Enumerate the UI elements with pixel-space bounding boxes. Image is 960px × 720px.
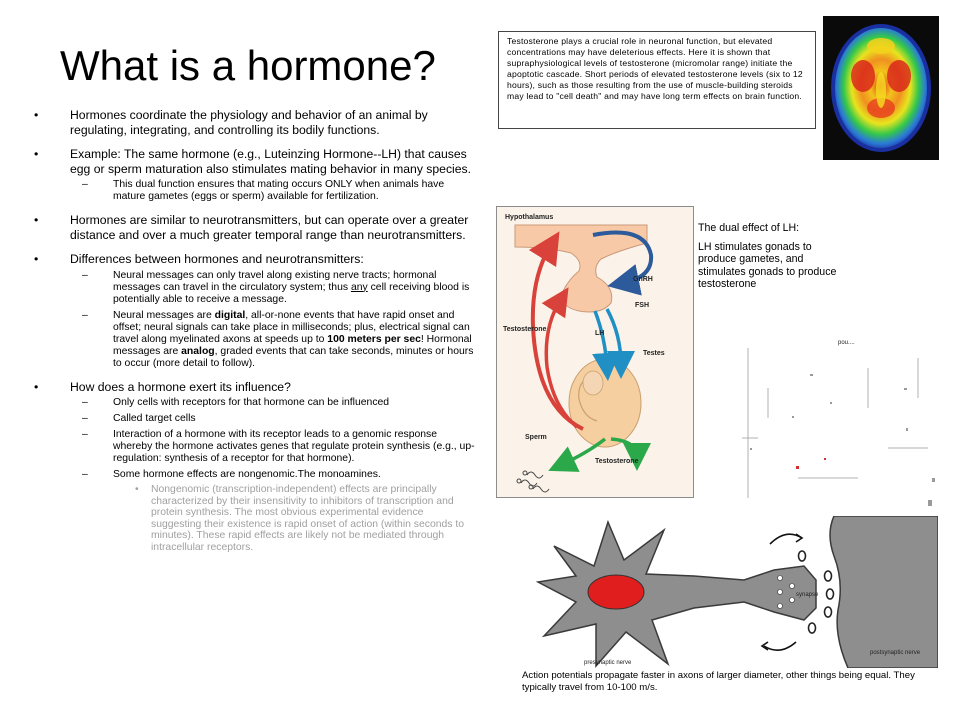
- lh-note-body: LH stimulates gonads to produce gametes, and stimulates gonads to produce testosterone: [698, 240, 837, 291]
- brain-scan-graphic: [823, 16, 939, 160]
- label-hypothalamus: Hypothalamus: [505, 214, 554, 221]
- sub-bullet-digital-analog: – Neural messages are digital, all-or-none events that have rapid onset and offset; neural signals can take place in milliseconds; plus, electrical signal can travel along myelinated axons at speeds up to 100 meters per sec! Hormonal messages are analog, graded events that can take seconds, minutes or hours to occur (more detail to follow).: [70, 310, 476, 370]
- bullet-differences: • Differences between hormones and neurotransmitters: – Neural messages can only travel along existing nerve tracts; hormonal messages can travel in the circulatory system; thus any cell receiving blood is potentially able to receive a message. – Neural messages are digital, all-or-none events that have rapid onset and offset; neural signals can take place in milliseconds; plus, electrical signal can travel along myelinated axons at speeds up to 100 meters per sec! Hormonal messages are analog, graded events that can take seconds, minutes or hours to occur (more detail to follow).: [30, 252, 476, 370]
- emphasis-speed: 100 meters per sec: [327, 333, 421, 345]
- sub-sub-bullet-nongenomic-detail: • Nongenomic (transcription-independent) effects are principally characterized by their insensitivity to inhibitors of transcription and protein synthesis. The most obvious experimental evidence suggesting their existence is rapid onset of action (within seconds to minutes). These rapid effects are likely not be mediated through intracellular receptors.: [113, 484, 476, 554]
- bullet-example-lh: • Example: The same hormone (e.g., Luteinzing Hormone--LH) that causes egg or sperm maturation also stimulates mating behavior in many species. – This dual function ensures that mating occurs ONLY when animals have mature gametes (eggs or sperm) available for fertilization.: [30, 147, 476, 203]
- faint-scanned-figure: [738, 328, 938, 518]
- emphasis-analog: analog: [181, 345, 215, 357]
- label-presynaptic-nerve: presynaptic nerve: [584, 660, 632, 666]
- label-testosterone-bottom: Testosterone: [595, 458, 639, 465]
- action-potential-caption: Action potentials propagate faster in axons of larger diameter, other things being equal. They typically travel from 10-100 m/s.: [522, 670, 915, 693]
- sub-bullet-receptors: – Only cells with receptors for that hormone can be influenced: [70, 397, 476, 409]
- label-gnrh: GnRH: [633, 276, 653, 283]
- diagram-graphic: [497, 207, 693, 497]
- label-sperm: Sperm: [525, 434, 547, 441]
- sub-bullet-dual-function: – This dual function ensures that mating occurs ONLY when animals have mature gametes (eggs or sperm) available for fertilization.: [70, 179, 476, 203]
- bullet-similar-to-neurotransmitters: • Hormones are similar to neurotransmitters, but can operate over a greater distance and over a much greater temporal range than neurotransmitters.: [30, 213, 476, 242]
- faint-figure-label: pou....: [838, 340, 855, 346]
- lh-dual-effect-note: [698, 222, 848, 297]
- sub-bullet-genomic-response: – Interaction of a hormone with its receptor leads to a genomic response whereby the hormone activates genes that regulate protein synthesis (e.g., up-regulation: synthesis of a receptor for that hormone).: [70, 429, 476, 465]
- neuron-graphic: [534, 516, 938, 668]
- hypothalamus-testes-diagram: [496, 206, 694, 498]
- main-bullet-list: [30, 108, 476, 564]
- label-lh: LH: [595, 330, 605, 337]
- faint-figure-graphic: [738, 328, 938, 518]
- neuron-synapse-illustration: [534, 516, 938, 668]
- label-fsh: FSH: [635, 302, 649, 309]
- label-postsynaptic-nerve: postsynaptic nerve: [870, 650, 921, 656]
- testosterone-note-box: Testosterone plays a crucial role in neuronal function, but elevated concentrations may have deleterious effects. Here it is shown that supraphysiological levels of testosterone (micromolar range) initiate the apoptotic cascade. Short periods of elevated testosterone levels (six to 12 hours), such as those resulting from the use of muscle-building steroids may lead to "cell death" and may have long term effects on brain function.: [498, 31, 816, 129]
- sub-bullet-nongenomic: – Some hormone effects are nongenomic.The monoamines. • Nongenomic (transcription-independent) effects are principally characterized by their insensitivity to inhibitors of transcription and protein synthesis. The most obvious experimental evidence suggesting their existence is rapid onset of action (within seconds to minutes). These rapid effects are likely not be mediated through intracellular receptors.: [70, 469, 476, 554]
- slide-title: What is a hormone?: [60, 42, 436, 89]
- sub-bullet-target-cells: – Called target cells: [70, 413, 476, 425]
- bullet-hormones-coordinate: • Hormones coordinate the physiology and behavior of an animal by regulating, integrating, and controlling its bodily functions.: [30, 108, 476, 137]
- bullet-hormone-influence: • How does a hormone exert its influence? – Only cells with receptors for that hormone can be influenced – Called target cells – Interaction of a hormone with its receptor leads to a genomic response whereby the hormone activates genes that regulate protein synthesis (e.g., up-regulation: synthesis of a receptor for that hormone). – Some hormone effects are nongenomic.The monoamines. • Nongenomic (transcription-independent) effects are principally characterized by their insensitivity to inhibitors of transcription and protein synthesis. The most obvious experimental evidence suggesting their existence is rapid onset of action (within seconds to minutes). These rapid effects are likely not be mediated through intracellular receptors.: [30, 380, 476, 554]
- label-testosterone-left: Testosterone: [503, 326, 547, 333]
- emphasis-digital: digital: [214, 309, 246, 321]
- label-synapse: synapse: [796, 592, 819, 598]
- brain-scan-image: [823, 16, 939, 160]
- emphasis-any: any: [350, 281, 368, 293]
- sub-bullet-neural-tracts: – Neural messages can only travel along existing nerve tracts; hormonal messages can travel in the circulatory system; thus any cell receiving blood is potentially able to receive a message.: [70, 270, 476, 306]
- label-testes: Testes: [643, 350, 665, 357]
- lh-note-heading: The dual effect of LH:: [698, 222, 800, 234]
